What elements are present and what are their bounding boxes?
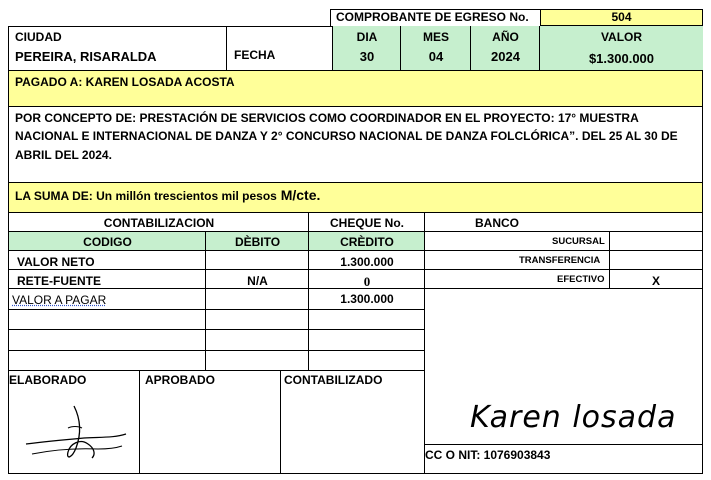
payment-method-label: EFECTIVO <box>557 274 605 285</box>
voucher-title: COMPROBANTE DE EGRESO No. <box>336 10 529 24</box>
empty-row-cell <box>309 330 425 351</box>
row-debit: N/A <box>247 274 268 288</box>
voucher-number: 504 <box>540 9 703 26</box>
row-credit: 1.300.000 <box>340 255 394 269</box>
day-value: 30 <box>359 49 375 64</box>
approved-label: APROBADO <box>145 373 216 387</box>
top-rule-left <box>330 9 331 26</box>
row-credit: 0 <box>363 274 371 289</box>
accounted-label: CONTABILIZADO <box>284 373 383 387</box>
payment-method-mark-cell <box>610 232 702 251</box>
empty-row-cell <box>9 351 206 371</box>
row-credit: 1.300.000 <box>340 292 394 306</box>
empty-row-cell <box>206 330 309 351</box>
prepared-label: ELABORADO <box>9 373 87 387</box>
empty-row-cell <box>309 351 425 371</box>
row-code: VALOR NETO <box>17 255 95 269</box>
amount-label: VALOR <box>600 30 643 44</box>
row-code: RETE-FUENTE <box>17 274 101 288</box>
credit-header: CRÈDITO <box>340 235 394 249</box>
city-value: PEREIRA, RISARALDA <box>15 49 157 64</box>
year-value: 2024 <box>491 49 520 64</box>
check-label: CHEQUE No. <box>329 216 404 230</box>
empty-row-cell <box>9 310 206 330</box>
sum-prefix: LA SUMA DE: <box>15 189 97 203</box>
payee-signature: Karen losada <box>470 400 677 435</box>
empty-row-cell <box>309 310 425 330</box>
sum-suffix: M/cte. <box>276 187 321 203</box>
payment-method-label: TRANSFERENCIA <box>519 255 601 266</box>
day-label: DIA <box>356 30 378 44</box>
payee-id: CC O NIT: 1076903843 <box>425 448 551 462</box>
empty-row-cell <box>206 351 309 371</box>
date-label: FECHA <box>234 48 276 62</box>
row-code: VALOR A PAGAR <box>12 293 107 307</box>
sum-text <box>15 187 320 203</box>
code-header: CODIGO <box>83 235 132 249</box>
month-value: 04 <box>428 49 444 64</box>
bank-label: BANCO <box>475 216 519 230</box>
payment-method-label: SUCURSAL <box>552 236 605 247</box>
paid-to: PAGADO A: KAREN LOSADA ACOSTA <box>15 75 235 89</box>
prepared-signature-mark <box>22 398 132 468</box>
accounting-label: CONTABILIZACION <box>103 216 215 230</box>
year-label: AÑO <box>492 30 519 44</box>
sum-words: Un millón trescientos mil pesos <box>96 189 277 203</box>
amount-value: $1.300.000 <box>588 51 655 66</box>
concept-line-3: ABRIL DEL 2024. <box>15 148 112 162</box>
bank-cell <box>425 213 702 232</box>
concept-line-1: POR CONCEPTO DE: PRESTACIÓN DE SERVICIOS COMO COORDINADOR EN EL PROYECTO: 17° MUESTRA <box>15 111 639 125</box>
concept-line-2: NACIONAL E INTERNACIONAL DE DANZA Y 2° CONCURSO NACIONAL DE DANZA FOLCLÓRICA”. DEL 25 AL 30 DE <box>15 129 678 143</box>
cash-mark: X <box>651 274 660 288</box>
row-debit-cell <box>206 251 309 270</box>
month-label: MES <box>422 30 449 44</box>
payment-method-mark-cell <box>610 251 702 270</box>
city-label: CIUDAD <box>15 30 62 44</box>
empty-row-cell <box>206 310 309 330</box>
payee-signature-line <box>425 444 702 445</box>
empty-row-cell <box>9 330 206 351</box>
top-rule <box>330 9 540 10</box>
row-debit-cell <box>206 289 309 310</box>
debit-header: DÈBITO <box>234 235 281 249</box>
